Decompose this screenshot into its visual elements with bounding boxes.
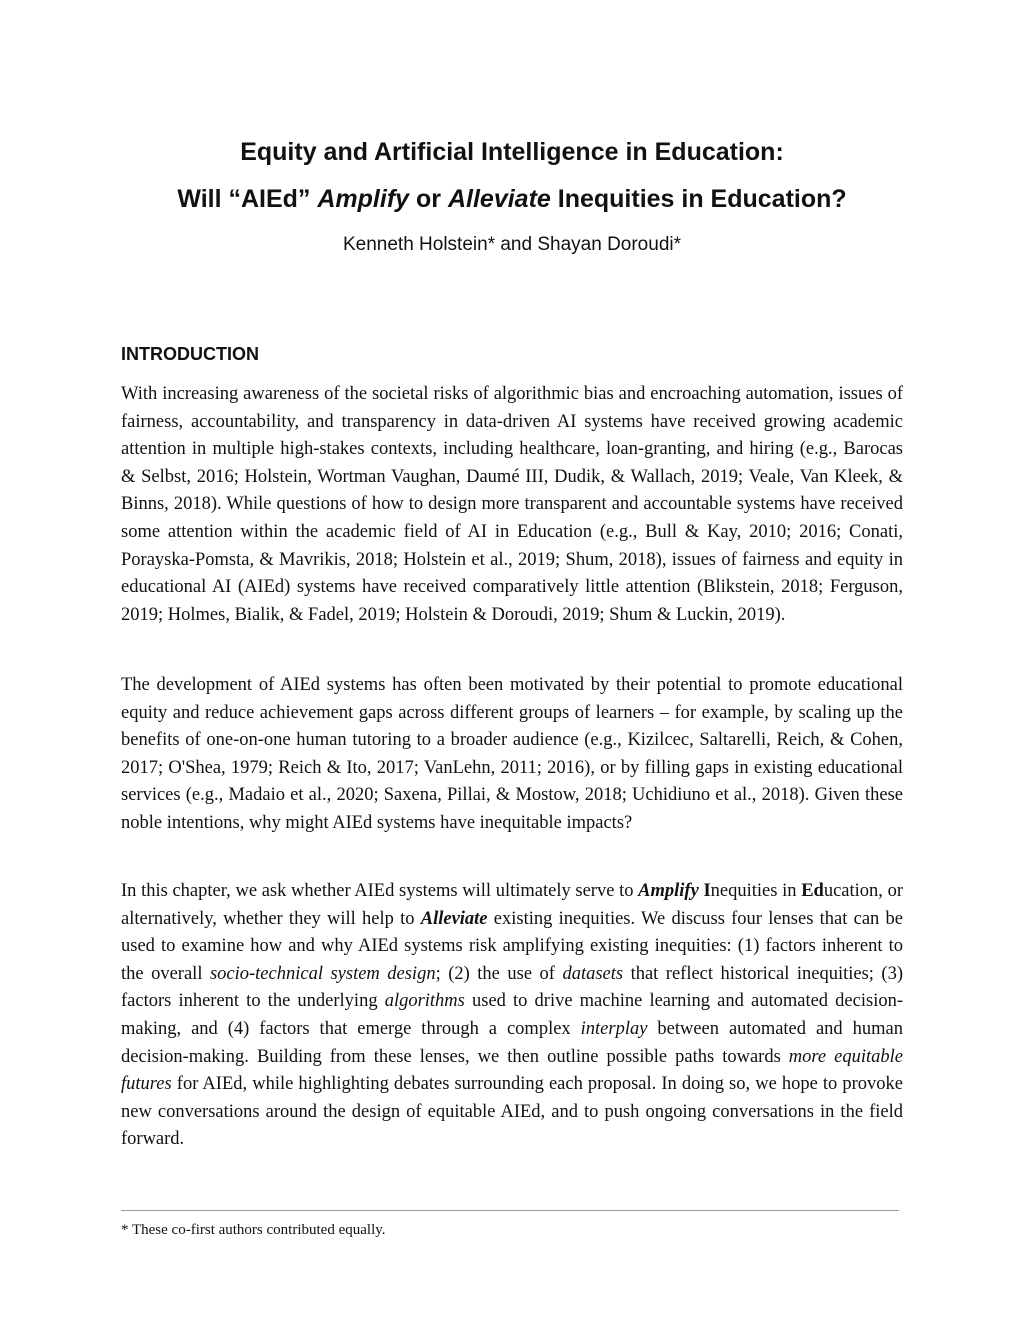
footnote: * These co-first authors contributed equally. — [121, 1222, 386, 1238]
paragraph-2: The development of AIEd systems has often been motivated by their potential to promote educational equity and reduce achievement gaps across different groups of learners – for example, by scaling up the benefits of one-on-one human tutoring to a broader audience (e.g., Kizilcec, Saltarelli, Reich, & Cohen, 2017; O'Shea, 1979; Reich & Ito, 2017; VanLehn, 2011; 2016), or by filling gaps in existing educational services (e.g., Madaio et al., 2020; Saxena, Pillai, & Mostow, 2018; Uchidiuno et al., 2018). Given these noble intentions, why might AIEd systems have inequitable impacts? — [121, 675, 903, 833]
p3-i-letter-bold: I — [703, 881, 711, 901]
title-line-1: Equity and Artificial Intelligence in Education: — [240, 138, 784, 166]
title-alleviate-italic: Alleviate — [447, 185, 551, 213]
paragraph-3 — [121, 878, 903, 1154]
p3-text-5: existing inequities. We discuss four lenses that can be used to examine how and why AIEd systems risk amplifying existing inequities: (1) factors inherent to the overall — [121, 908, 903, 984]
paragraph-1: With increasing awareness of the societal risks of algorithmic bias and encroaching automation, issues of fairness, accountability, and transparency in data-driven AI systems have received growing academic attention in multiple high-stakes contexts, including healthcare, loan-granting, and hiring (e.g., Barocas & Selbst, 2016; Holstein, Wortman Vaughan, Daumé III, Dudik, & Wallach, 2019; Veale, Van Kleek, & Binns, 2018). While questions of how to design more transparent and accountable systems have received some attention within the academic field of AI in Education (e.g., Bull & Kay, 2010; 2016; Conati, Porayska-Pomsta, & Mavrikis, 2018; Holstein et al., 2019; Shum, 2018), issues of fairness and equity in educational AI (AIEd) systems have received comparatively little attention (Blikstein, 2018; Ferguson, 2019; Holmes, Bialik, & Fadel, 2019; Holstein & Doroudi, 2019; Shum & Luckin, 2019). — [121, 384, 903, 625]
p3-algorithms-italic: algorithms — [384, 991, 465, 1012]
p3-text-9: between automated and human decision-making. Building from these lenses, we then outline possible paths towards — [121, 1018, 903, 1067]
p3-text-6: ; (2) the use of — [435, 963, 563, 984]
section-heading-introduction: INTRODUCTION — [121, 344, 259, 364]
p3-sociotech-italic: socio-technical system design — [209, 963, 436, 984]
p3-text-7: that reflect historical inequities; (3) factors inherent to the underlying — [121, 963, 903, 1012]
p3-text-10: for AIEd, while highlighting debates surrounding each proposal. In doing so, we hope to provoke new conversations around the design of equitable AIEd, and to push ongoing conversations in the field forward. — [121, 1074, 903, 1150]
p3-text-1: In this chapter, we ask whether AIEd systems will ultimately serve to — [121, 881, 639, 901]
p3-text-8: used to drive machine learning and automated decision-making, and (4) factors that emerge through a complex — [121, 991, 903, 1039]
p3-futures-italic: more equitable futures — [121, 1046, 903, 1095]
title-line-2-part-3: Inequities in Education? — [550, 185, 847, 213]
p3-datasets-italic: datasets — [562, 963, 624, 984]
title-line-2-part-2: or — [409, 185, 448, 213]
footnote-divider — [121, 1210, 899, 1211]
title-line-2-part-1: Will “AIEd” — [177, 185, 318, 213]
authors: Kenneth Holstein* and Shayan Doroudi* — [342, 234, 681, 255]
p3-amplify-emphasis: Amplify — [638, 881, 699, 901]
p3-interplay-italic: interplay — [580, 1018, 648, 1039]
title-line-2 — [0, 184, 1024, 214]
title-amplify-italic: Amplify — [317, 185, 410, 213]
p3-ed-letters-bold: Ed — [801, 881, 824, 901]
p3-text-3: nequities in — [710, 881, 802, 901]
p3-text-4: ucation, or alternatively, whether they will help to — [121, 881, 903, 929]
p3-alleviate-emphasis: Alleviate — [420, 908, 488, 929]
